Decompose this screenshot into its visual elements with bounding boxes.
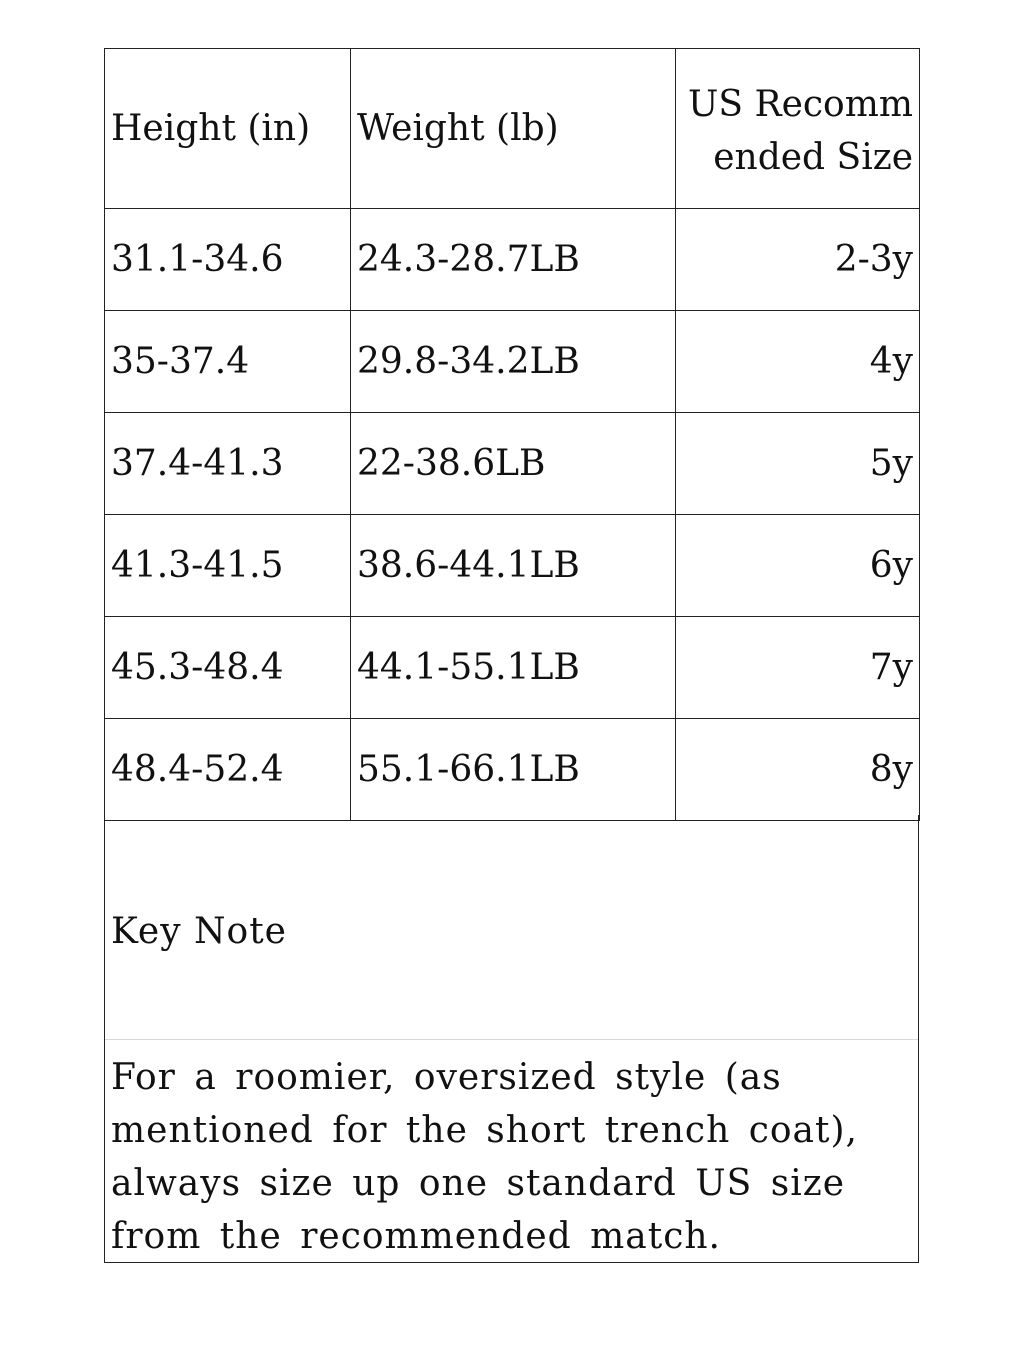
weight-cell: 29.8-34.2LB [351,311,676,413]
weight-cell: 24.3-28.7LB [351,209,676,311]
table-row [105,719,920,821]
table-row [105,617,920,719]
size-cell: 2-3y [676,209,920,311]
table-row [105,413,920,515]
table-header-row [105,49,920,209]
size-cell: 8y [676,719,920,821]
size-cell: 7y [676,617,920,719]
height-cell: 41.3-41.5 [105,515,351,617]
header-us-size: US Recommended Size [676,49,920,209]
weight-cell: 38.6-44.1LB [351,515,676,617]
height-cell: 31.1-34.6 [105,209,351,311]
key-note-title: Key Note [111,911,287,952]
note-divider [105,1039,918,1040]
size-table [104,48,920,821]
key-note-text: For a roomier, oversized style (as mentioned for the short trench coat), always size up one standard US size from the recommended match. [111,1057,858,1257]
weight-cell: 22-38.6LB [351,413,676,515]
size-chart [104,48,919,1264]
size-cell: 5y [676,413,920,515]
size-cell: 4y [676,311,920,413]
header-height: Height (in) [105,49,351,209]
weight-cell: 55.1-66.1LB [351,719,676,821]
table-row [105,209,920,311]
weight-cell: 44.1-55.1LB [351,617,676,719]
key-note-box [104,815,919,1263]
table-row [105,311,920,413]
header-weight: Weight (lb) [351,49,676,209]
height-cell: 45.3-48.4 [105,617,351,719]
height-cell: 37.4-41.3 [105,413,351,515]
table-row [105,515,920,617]
size-cell: 6y [676,515,920,617]
height-cell: 48.4-52.4 [105,719,351,821]
height-cell: 35-37.4 [105,311,351,413]
